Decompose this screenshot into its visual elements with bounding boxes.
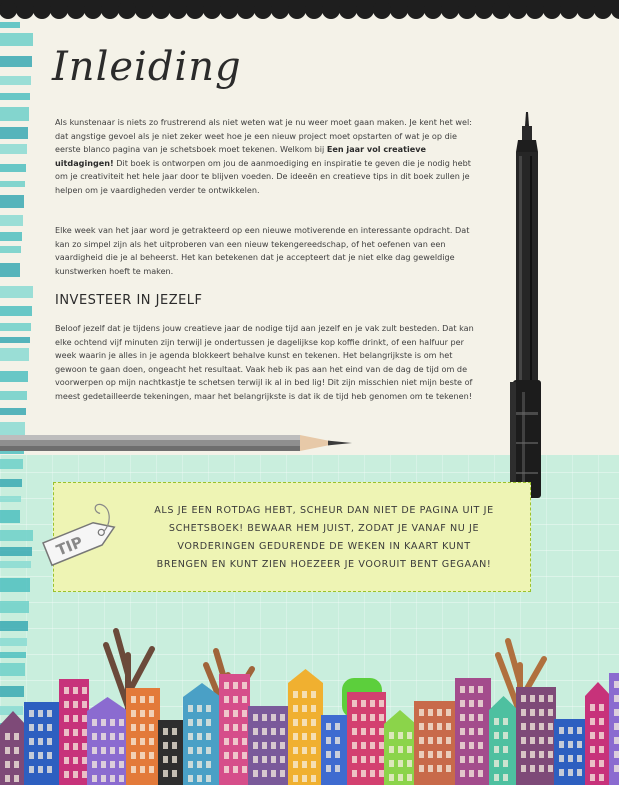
scallop-border: [0, 0, 619, 22]
section-paragraph: Beloof jezelf dat je tijdens jouw creatieve jaar de nodige tijd aan jezelf en je vak zult besteden. Dat kan elke ochtend vijf minuten zijn terwijl je ondertussen je dagelijkse kop koffie drinkt, of een halfuur per week waarin je alles in je agenda blokkeert behalve kunst en tekenen. Het belangrijkste is om het gewoon te gaan doen, ongeacht het resultaat. Vaak heb ik pas aan het eind van de dag de tijd om de voorwerpen op mijn nachtkastje te schetsen terwijl ik al in bed lig! Dit zijn misschien niet mijn beste of meest gedetailleerde tekeningen, maar het belangrijkste is dat ik de tijd heb genomen om te tekenen!: [55, 323, 474, 401]
intro-text-b: Dit boek is ontworpen om jou de aanmoediging en inspiratie te geven die je nodig hebt om je creativiteit het hele jaar door te blijven voeden. De ideeën en creatieve tips in dit boek zullen je helpen om je vaardigheden verder te ontwikkelen.: [55, 157, 471, 195]
fineliner-pen-illustration: [498, 112, 556, 512]
tip-tag-icon: [36, 498, 128, 568]
book-title-bold: Een jaar vol creatieve uitdagingen!: [55, 144, 427, 168]
intro-paragraph-1: [55, 116, 485, 198]
city-skyline-illustration: [0, 600, 619, 785]
intro-text-a: Als kunstenaar is niets zo frustrerend als niet weten wat je nu weer moet gaan maken. Je kent het wel: dat angstige gevoel als je niet zeker weet hoe je een nieuw project moet opstarten of wat je op die eerste blanco pagina van je schetsboek moet tekenen. Welkom bij: [55, 117, 472, 155]
page-title: Inleiding: [52, 44, 242, 90]
pencil-illustration: [0, 425, 360, 461]
tip-text: ALS JE EEN ROTDAG HEBT, SCHEUR DAN NIET DE PAGINA UIT JE SCHETSBOEK! BEWAAR HEM JUIST, ZODAT JE VANAF NU JE VORDERINGEN GEDURENDE DE WEKEN IN KAART KUNT BRENGEN EN KUNT ZIEN HOEZEER JE VOORUIT BENT GEGAAN!: [154, 505, 494, 570]
section-heading: INVESTEER IN JEZELF: [55, 293, 203, 308]
intro-paragraph-2: Elke week van het jaar word je getrakteerd op een nieuwe motiverende en interessante opdracht. Dat kan zo simpel zijn als het uitproberen van een nieuw tekengereedschap, of het oefenen van een vaardigheid die je al beheerst. Het kan betekenen dat je accepteert dat je niet elke dag geweldige kunstwerken hoeft te maken.: [55, 225, 470, 276]
tip-tag-label: TIP: [53, 532, 86, 560]
